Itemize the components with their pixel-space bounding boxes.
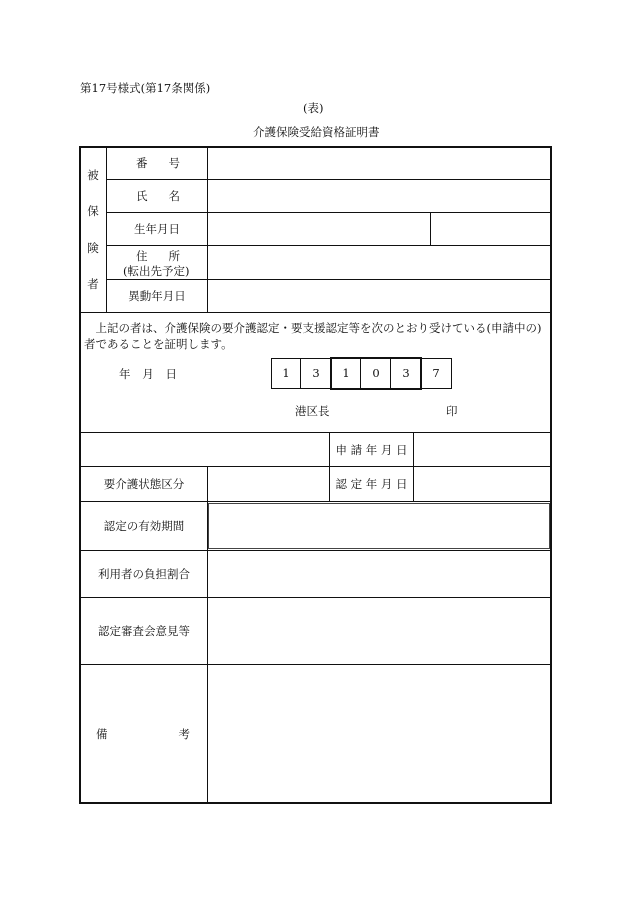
- birthdate-label: 生年月日: [134, 221, 180, 236]
- address-label: 住 所 (転出先予定): [123, 249, 190, 278]
- address-value[interactable]: [208, 245, 550, 279]
- application-blank-cell: [80, 433, 329, 466]
- birthdate-extra-value[interactable]: [431, 212, 550, 245]
- form-number: 第17号様式(第17条関係): [80, 81, 211, 95]
- name-label: 氏 名: [136, 188, 180, 203]
- approval-date-label: 認 定 年 月 日: [335, 477, 408, 491]
- validity-label: 認定の有効期間: [103, 519, 185, 533]
- committee-opinion-value[interactable]: [208, 598, 550, 664]
- remarks-label: 備 考: [96, 726, 190, 741]
- insurer-digit: 3: [402, 366, 410, 380]
- insurer-digit: 0: [372, 366, 380, 380]
- insurer-number-boxes: [271, 358, 451, 388]
- page-title: 介護保険受給資格証明書: [253, 125, 380, 139]
- validity-value-box[interactable]: [208, 503, 550, 549]
- number-label: 番 号: [136, 156, 180, 170]
- care-level-value[interactable]: [208, 467, 329, 501]
- committee-opinion-label: 認定審査会意見等: [98, 624, 190, 638]
- birthdate-value[interactable]: [208, 212, 430, 245]
- insurer-digit: 3: [312, 366, 320, 380]
- burden-ratio-label: 利用者の負担割合: [98, 567, 190, 581]
- insured-group-label: 被 保 険 者: [87, 168, 99, 291]
- application-date-value[interactable]: [414, 433, 550, 466]
- form-side: (表): [303, 101, 324, 115]
- mayor-name: 港区長: [295, 404, 330, 418]
- address-sub-label: (転出先予定): [123, 264, 190, 278]
- application-date-label: 申 請 年 月 日: [335, 442, 408, 457]
- care-level-label: 要介護状態区分: [103, 477, 185, 491]
- approval-date-value[interactable]: [414, 467, 550, 501]
- remarks-value[interactable]: [208, 665, 550, 802]
- certification-date[interactable]: 年 月 日: [119, 367, 177, 381]
- burden-ratio-value[interactable]: [208, 551, 550, 597]
- seal-mark: 印: [446, 404, 458, 418]
- insurer-digit: 7: [432, 366, 440, 380]
- number-value[interactable]: [208, 147, 550, 179]
- change-date-value[interactable]: [208, 279, 550, 312]
- insurer-digit: 1: [282, 366, 290, 380]
- certification-statement: 上記の者は、介護保険の要介護認定・要支援認定等を次のとおり受けている(申請中の)者であることを証明します。: [84, 321, 542, 351]
- name-value[interactable]: [208, 179, 550, 212]
- insurer-digit: 1: [342, 366, 350, 380]
- change-date-label: 異動年月日: [128, 288, 186, 303]
